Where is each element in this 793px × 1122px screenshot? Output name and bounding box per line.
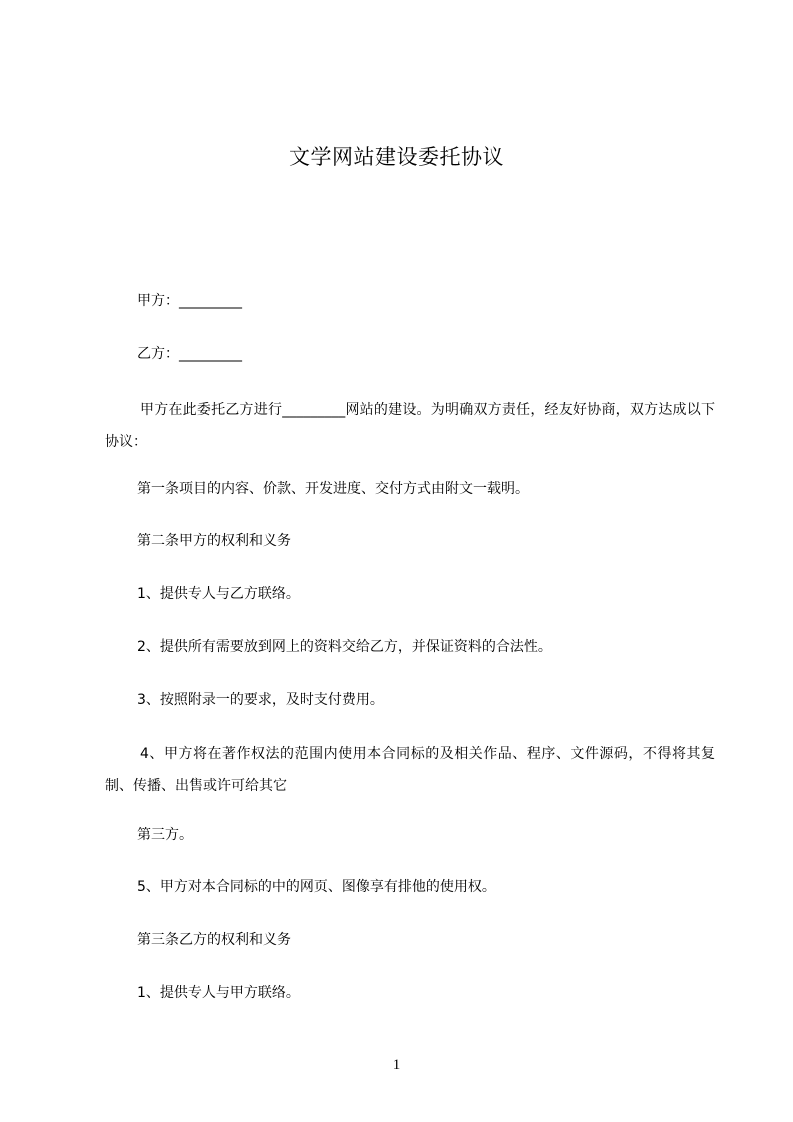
article-2-item-4-continuation: 第三方。 (137, 827, 193, 843)
party-a-line: 甲方：_________ (137, 293, 242, 309)
article-2-item-1: 1、提供专人与乙方联络。 (137, 586, 300, 602)
article-2-heading: 第二条甲方的权利和义务 (137, 533, 291, 549)
article-1: 第一条项目的内容、价款、开发进度、交付方式由附文一载明。 (137, 481, 529, 497)
article-3-item-1: 1、提供专人与甲方联络。 (137, 985, 300, 1001)
article-3-heading: 第三条乙方的权利和义务 (137, 932, 291, 948)
article-2-item-5: 5、甲方对本合同标的中的网页、图像享有排他的使用权。 (137, 879, 496, 895)
article-2-item-3: 3、按照附录一的要求，及时支付费用。 (137, 692, 384, 708)
party-b-line: 乙方：_________ (137, 346, 242, 362)
intro-paragraph: 甲方在此委托乙方进行_________网站的建设。为明确双方责任，经友好协商，双方达成以下协议： (105, 402, 715, 450)
page-number: 1 (392, 1057, 401, 1073)
article-2-item-2: 2、提供所有需要放到网上的资料交给乙方，并保证资料的合法性。 (137, 639, 552, 655)
article-2-item-4: 4、甲方将在著作权法的范围内使用本合同标的及相关作品、程序、文件源码，不得将其复制、传播、出售或许可给其它 (105, 746, 715, 794)
document-title: 文学网站建设委托协议 (289, 145, 504, 169)
